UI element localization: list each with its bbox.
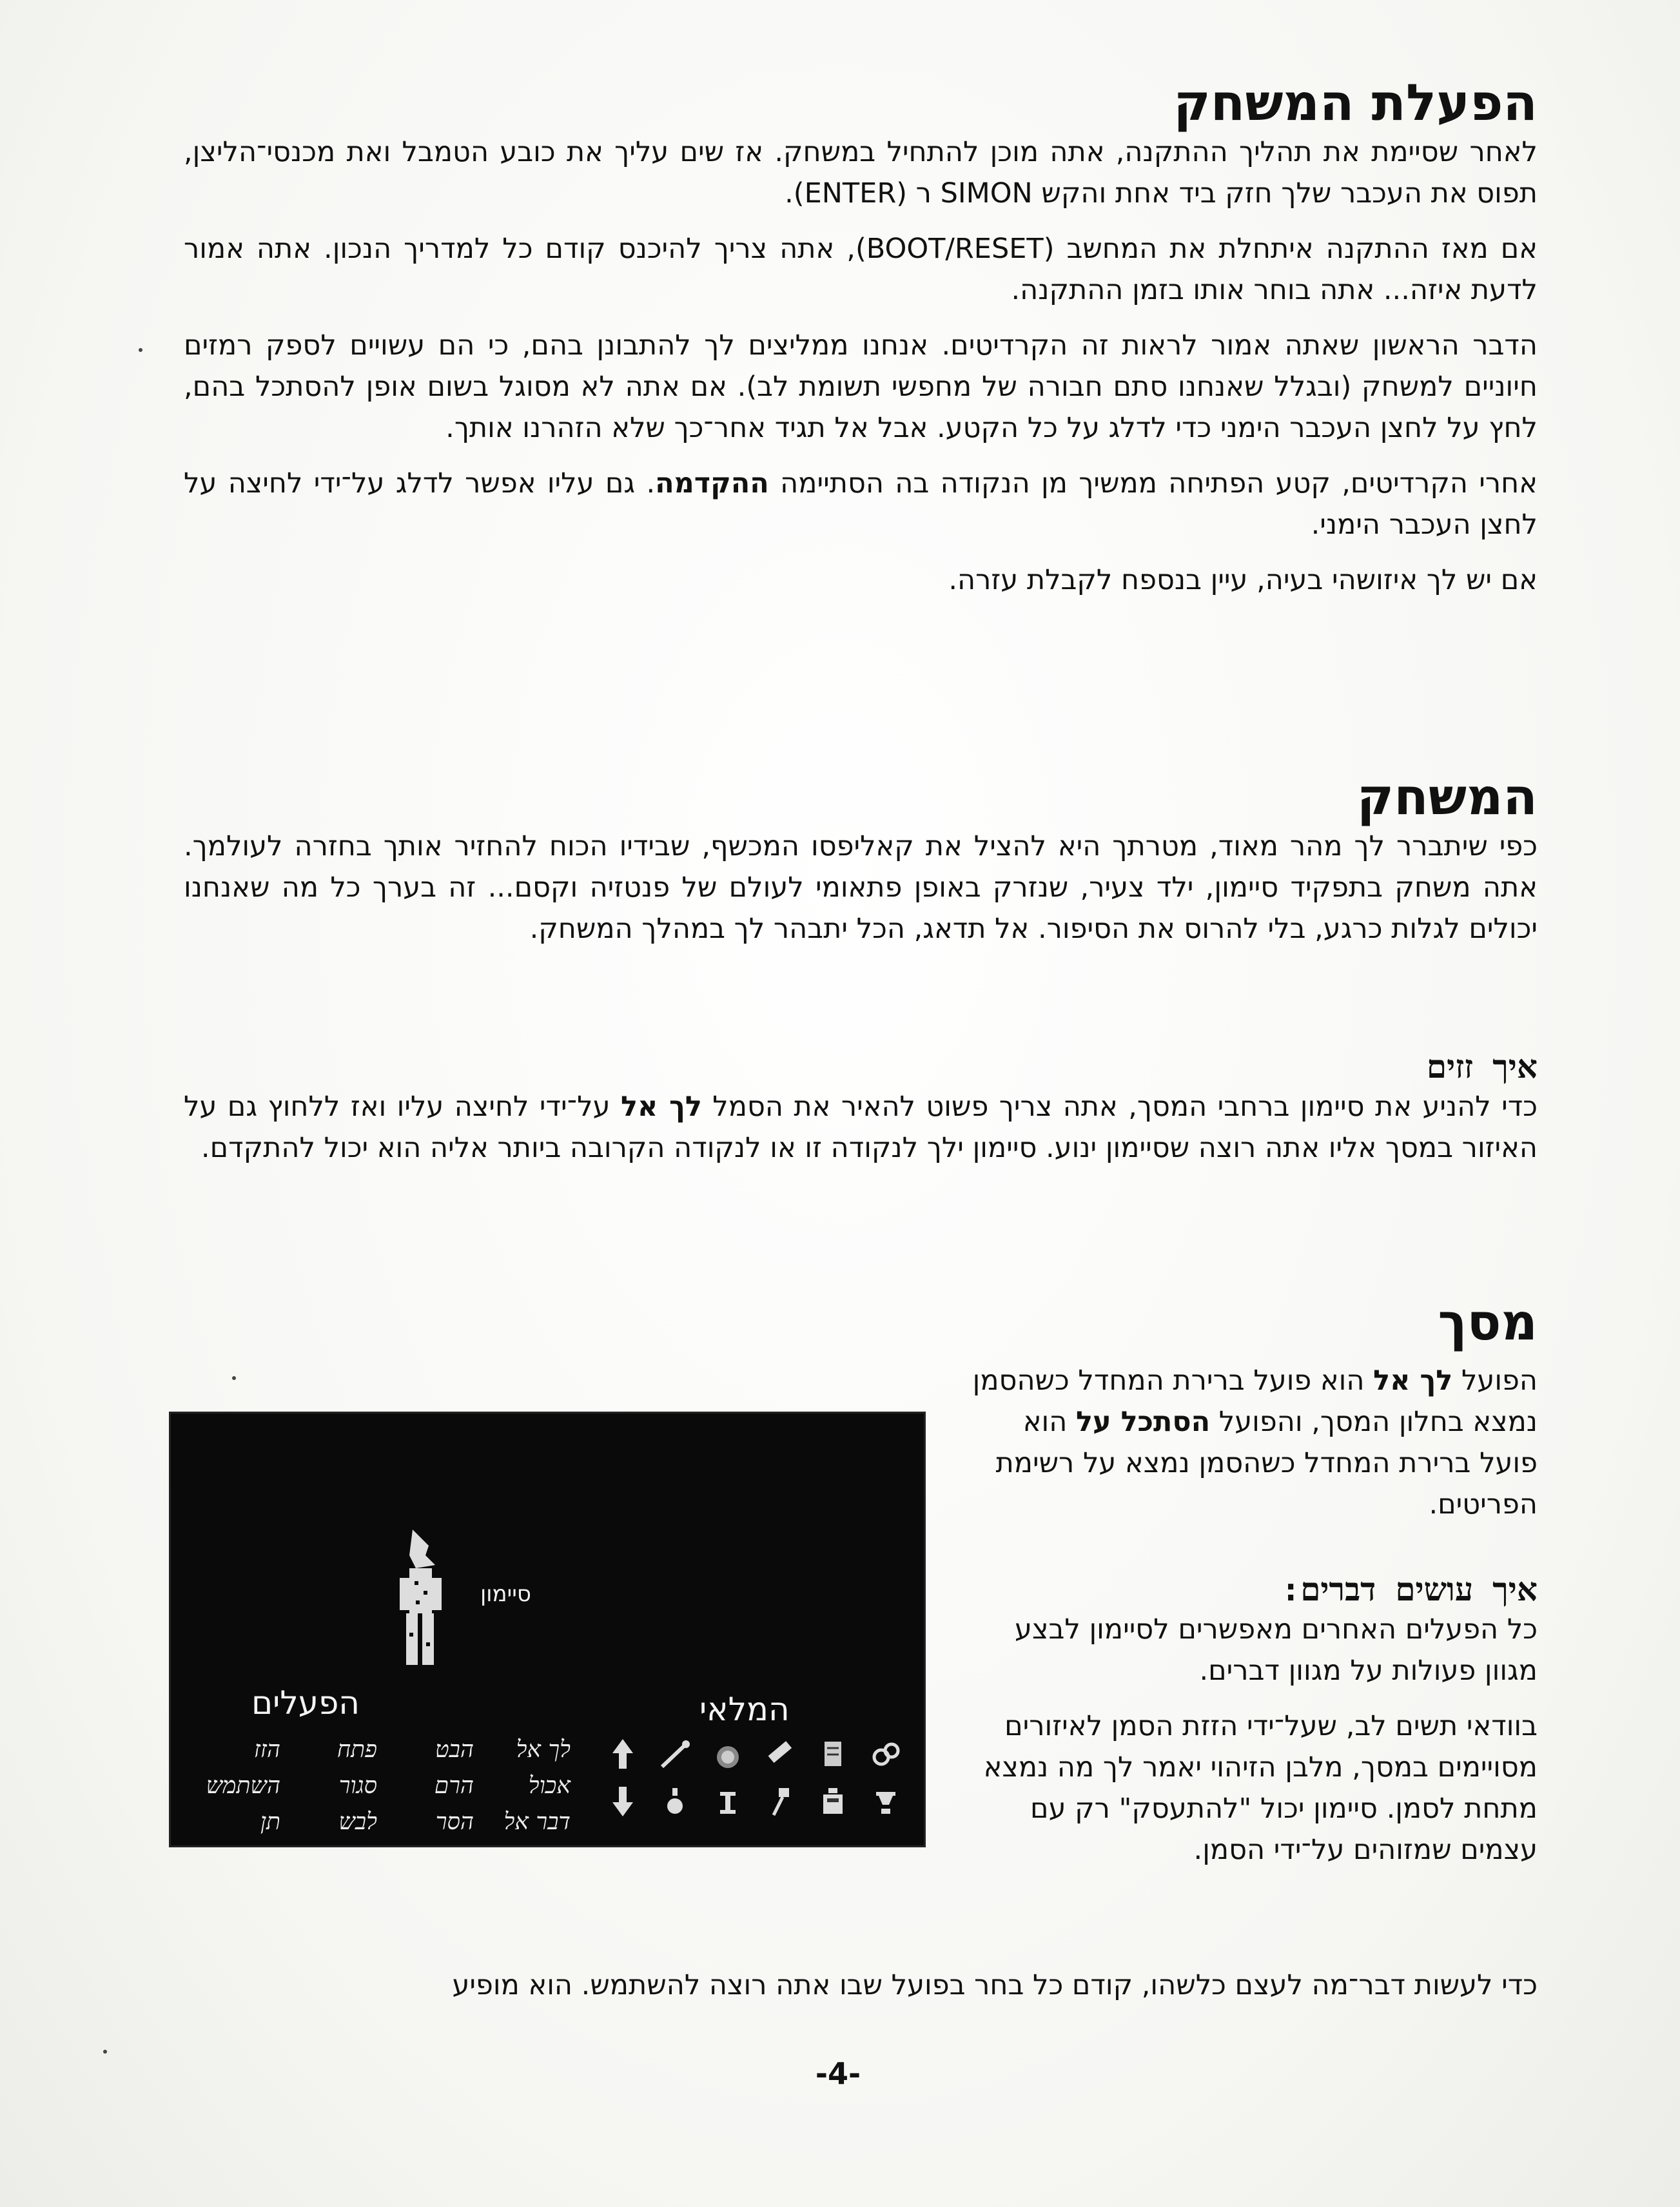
verb-talk-to[interactable]: דבר אל [503, 1809, 571, 1835]
scroll-icon[interactable] [763, 1736, 799, 1772]
scan-speck [103, 2050, 107, 2054]
section-movement [184, 1047, 1538, 1183]
inventory-header: המלאי [699, 1691, 790, 1728]
arrow-down-icon[interactable] [605, 1784, 641, 1820]
bag-icon[interactable] [710, 1736, 746, 1772]
verb-close[interactable]: סגור [338, 1773, 377, 1799]
heading-game: המשחק [1356, 768, 1538, 826]
verb-wear[interactable]: לבש [338, 1809, 377, 1835]
verb-remove[interactable]: הסר [435, 1809, 474, 1835]
activation-paragraph-1: לאחר שסיימת את תהליך ההתקנה, אתה מוכן להתחיל במשחק. אז שים עליך את כובע הטמבל ואת מכנסי־הליצן, תפוס את העכבר שלך חזק ביד אחת והקש SIMON ר (ENTER). [184, 135, 1538, 209]
page-number: -4- [815, 2056, 861, 2091]
screen-paragraph-1: הפועל לך אל הוא פועל ברירת המחדל כשהסמן נמצא בחלון המסך, והפועל הסתכל על הוא פועל ברירת המחדל כשהסמן נמצא על רשימת הפריטים. [972, 1365, 1538, 1521]
movement-paragraph-1: כדי להניע את סיימון ברחבי המסך, אתה צריך פשוט להאיר את הסמל לך אל על־ידי לחיצה עליו ואז ללחוץ גם על האיזור במסך אליו אתה רוצה שסיימון ינוע. סיימון ילך לנקודה זו או לנקודה הקרובה ביותר אליה הוא יכול להתקדם. [184, 1091, 1538, 1164]
screen-paragraph-3: בוודאי תשים לב, שעל־ידי הזזת הסמן לאיזורים מסויימים במסך, מלבן הזיהוי יאמר לך מה נמצא מתחת לסמן. סיימון יכול "להתעסק" רק עם עצמים שמזוהים על־ידי הסמן. [983, 1710, 1538, 1866]
heading-movement: איך זזים [1426, 1048, 1538, 1085]
activation-paragraph-4: אחרי הקרדיטים, קטע הפתיחה ממשיך מן הנקודה בה הסתיימה ההקדמה. גם עליו אפשר לדלג על־ידי לחיצה על לחצן העכבר הימני. [184, 467, 1538, 541]
scan-speck [232, 1376, 236, 1380]
game-screenshot [169, 1412, 926, 1847]
section-closing [184, 1965, 1538, 2020]
potion-icon[interactable] [657, 1784, 693, 1820]
paper-icon[interactable] [815, 1736, 851, 1772]
section-screen-heading [184, 1296, 1538, 1351]
scan-speck [139, 348, 142, 352]
character-label: סיימון [480, 1581, 531, 1607]
crown-icon[interactable] [868, 1784, 904, 1820]
wand-icon[interactable] [657, 1736, 693, 1772]
key-icon[interactable] [710, 1784, 746, 1820]
screen-paragraph-2: כל הפעלים האחרים מאפשרים לסיימון לבצע מגוון פעולות על מגוון דברים. [1015, 1613, 1538, 1687]
heading-doing-things: איך עושים דברים: [1281, 1571, 1538, 1608]
verb-look-at[interactable]: הבט [435, 1736, 474, 1763]
arrow-up-icon[interactable] [605, 1736, 641, 1772]
section-activation [184, 76, 1538, 615]
verb-pick-up[interactable]: הרם [434, 1773, 474, 1799]
verb-open[interactable]: פתח [337, 1736, 377, 1763]
heading-screen: מסך [1438, 1294, 1538, 1352]
game-paragraph-1: כפי שיתברר לך מהר מאוד, מטרתך היא להציל את קאליפסו המכשף, שבידיו הכוח להחזיר אותך בחזרה לעולמך. אתה משחק בתפקיד סיימון, ילד צעיר, שנזרק באופן פתאומי לעולם של פנטזיה וקסם... זה בערך כל מה שאנחנו יכולים לגלות כרגע, בלי להרוס את הסיפור. אל תדאג, הכל יתבהר לך במהלך המשחק. [184, 830, 1538, 945]
flask-icon[interactable] [815, 1784, 851, 1820]
activation-paragraph-3: הדבר הראשון שאתה אמור לראות זה הקרדיטים. אנחנו ממליצים לך להתבונן בהם, כי הם עשויים לספק רמזים חיוניים למשחק (ובגלל שאנחנו סתם חבורה של מחפשי תשומת לב). אם אתה לא מסוגל בשום אופן להסתכל בהם, לחץ על לחצן העכבר הימני כדי לדלג על כל הקטע. אבל אל תגיד אחר־כך שלא הזהרנו אותך. [184, 329, 1538, 444]
section-game [184, 770, 1538, 964]
verb-use[interactable]: השתמש [206, 1773, 280, 1799]
simon-character-figure [390, 1530, 448, 1684]
screen-text-column [967, 1360, 1538, 1885]
heading-activation: הפעלת המשחק [1173, 74, 1538, 132]
closing-paragraph: כדי לעשות דבר־מה לעצם כלשהו, קודם כל בחר בפועל שבו אתה רוצה להשתמש. הוא מופיע [452, 1969, 1538, 2001]
inventory-grid [596, 1736, 912, 1820]
mallet-icon[interactable] [763, 1784, 799, 1820]
verbs-header: הפעלים [251, 1684, 360, 1722]
verb-grid [184, 1736, 571, 1835]
activation-paragraph-5: אם יש לך איזושהי בעיה, עיין בנספח לקבלת עזרה. [948, 563, 1538, 596]
verb-consume[interactable]: אכול [528, 1773, 571, 1799]
verb-move[interactable]: הזז [253, 1736, 280, 1763]
verb-walk-to[interactable]: לך אל [516, 1736, 571, 1763]
activation-paragraph-2: אם מאז ההתקנה איתחלת את המחשב (BOOT/RESET), אתה צריך להיכנס קודם כל למדריך הנכון. אתה אמור לדעת איזה... אתה בוחר אותו בזמן ההתקנה. [184, 232, 1538, 306]
ring-icon[interactable] [868, 1736, 904, 1772]
verb-give[interactable]: תן [260, 1809, 280, 1835]
